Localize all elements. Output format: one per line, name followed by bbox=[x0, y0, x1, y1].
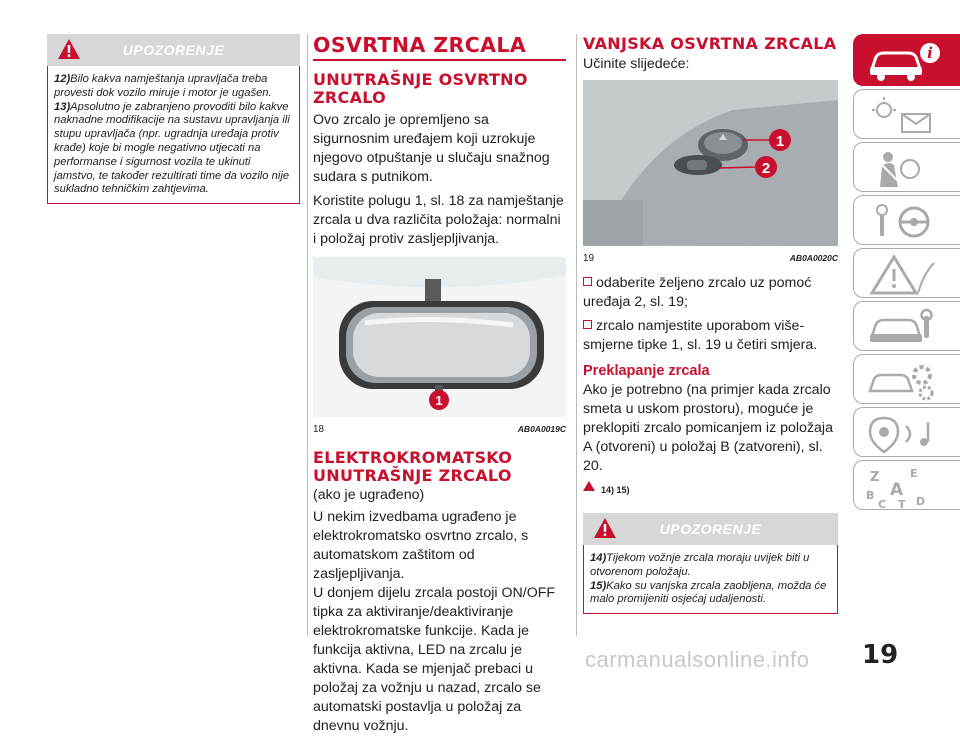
paragraph: Ako je potrebno (na primjer kada zrcalo smeta u uskom prostoru), moguće je preklopiti zrcalo pomicanjem iz položaja A (otvoreni) u položaj B (zatvoreni), sl. 20. bbox=[583, 382, 833, 474]
callout-1: 1 bbox=[775, 133, 785, 150]
section-mirrors bbox=[313, 34, 566, 736]
tab-technical-data[interactable] bbox=[853, 354, 960, 404]
figure-code: AB0A0019C bbox=[517, 424, 566, 434]
section-exterior-mirrors bbox=[583, 34, 838, 614]
figure-19 bbox=[583, 80, 838, 264]
alphabet-index-icon bbox=[864, 465, 944, 509]
tab-multimedia[interactable] bbox=[853, 407, 960, 457]
multimedia-icon bbox=[864, 412, 944, 456]
warning-body bbox=[583, 545, 838, 614]
warning-box-right bbox=[583, 513, 838, 614]
bullet-square-icon bbox=[583, 277, 592, 286]
page-number: 19 bbox=[862, 640, 899, 670]
warning-triangle-icon bbox=[583, 481, 595, 491]
column-divider bbox=[307, 34, 308, 636]
tab-car-info[interactable] bbox=[853, 34, 960, 86]
warning-road-icon bbox=[864, 253, 944, 297]
svg-text:i: i bbox=[927, 44, 933, 62]
warning-title: UPOZORENJE bbox=[659, 521, 762, 537]
subsection-title-interior: UNUTRAŠNJE OSVRTNO ZRCALO bbox=[313, 70, 528, 107]
tab-dashboard-lights[interactable] bbox=[853, 89, 960, 139]
paragraph: Učinite slijedeće: bbox=[583, 56, 690, 72]
paragraph: U nekim izvedbama ugrađeno je elektrokromatsko osvrtno zrcalo, s automatskom zaštitom od zasljepljivanja. bbox=[313, 509, 529, 582]
svg-text:Z: Z bbox=[870, 470, 880, 485]
svg-text:E: E bbox=[910, 467, 918, 480]
callout-1: 1 bbox=[435, 393, 443, 408]
subsection-title-folding: Preklapanje zrcala bbox=[583, 363, 710, 379]
subsection-title-electrochromic: ELEKTROKROMATSKO UNUTRAŠNJE ZRCALO bbox=[313, 448, 513, 485]
warning-note: 14)Tijekom vožnje zrcala moraju uvijek biti u otvorenom položaju. bbox=[590, 552, 810, 578]
paragraph: (ako je ugrađeno) bbox=[313, 487, 425, 503]
watermark: carmanualsonline.info bbox=[585, 647, 810, 672]
tab-starting-driving[interactable] bbox=[853, 195, 960, 245]
figure-code: AB0A0020C bbox=[789, 253, 838, 263]
figure-number: 19 bbox=[583, 253, 595, 264]
subsection-title-exterior: VANJSKA OSVRTNA ZRCALA bbox=[583, 34, 837, 53]
warning-title: UPOZORENJE bbox=[122, 42, 225, 58]
svg-text:C: C bbox=[878, 498, 887, 511]
warning-header bbox=[583, 513, 838, 545]
figure-caption bbox=[583, 253, 838, 264]
bullet-square-icon bbox=[583, 320, 592, 329]
tab-emergency[interactable] bbox=[853, 248, 960, 298]
figure-caption bbox=[313, 424, 566, 435]
dashboard-lights-icon bbox=[864, 94, 944, 138]
figure-18 bbox=[313, 257, 566, 435]
title-rule bbox=[313, 59, 566, 61]
chapter-index-sidebar bbox=[853, 34, 960, 513]
tab-maintenance[interactable] bbox=[853, 301, 960, 351]
svg-text:T: T bbox=[898, 498, 906, 511]
car-wrench-icon bbox=[864, 306, 944, 350]
svg-text:D: D bbox=[916, 495, 926, 508]
warning-header bbox=[47, 34, 300, 66]
paragraph: Ovo zrcalo je opremljeno sa sigurnosnim uređajem koji uzrokuje njegovo otpuštanje u slučaju snažnog sudara s putnikom. bbox=[313, 112, 550, 185]
warning-note: 15)Kako su vanjska zrcala zaobljena, možda će malo promijeniti osjećaj udaljenosti. bbox=[590, 579, 827, 606]
paragraph: Koristite polugu 1, sl. 18 za namještanje zrcala u dva različita položaja: normalni i položaj protiv zasljepljivanja. bbox=[313, 193, 564, 247]
figure-number: 18 bbox=[313, 424, 325, 435]
seatbelt-airbag-icon bbox=[864, 147, 944, 191]
warning-body bbox=[47, 66, 300, 204]
mirror-control-illustration bbox=[583, 80, 838, 246]
svg-text:B: B bbox=[866, 489, 875, 502]
warning-box-left bbox=[47, 34, 300, 204]
warning-note: 13)Apsolutno je zabranjeno provoditi bilo kakve naknadne modifikacije na sustavu upravljanja ili stupu upravljača (npr. ugradnja uređaja protiv krađe) koje bi mogle negativno utjecati na performanse i sigurnost vozila te ukinuti jamstvo, te također rezultirati time da vozilo nije sukladno tehničkim zahtjevima. bbox=[54, 100, 290, 196]
warning-note: 12)Bilo kakva namještanja upravljača treba provesti dok vozilo miruje i motor je ugašen. bbox=[54, 73, 272, 99]
svg-text:A: A bbox=[890, 480, 904, 500]
section-title: OSVRTNA ZRCALA bbox=[313, 33, 527, 57]
tab-alphabetical-index[interactable] bbox=[853, 460, 960, 510]
tab-safety[interactable] bbox=[853, 142, 960, 192]
car-info-icon bbox=[864, 39, 944, 83]
warning-references bbox=[583, 479, 838, 501]
key-steering-icon bbox=[864, 200, 944, 244]
car-gears-icon bbox=[864, 359, 944, 403]
bullet-item: odaberite željeno zrcalo uz pomoć uređaja 2, sl. 19; bbox=[583, 275, 812, 310]
column-divider bbox=[576, 34, 577, 636]
rearview-mirror-illustration bbox=[313, 257, 566, 417]
reference-numbers: 14) 15) bbox=[601, 485, 630, 495]
bullet-item: zrcalo namjestite uporabom više-smjerne tipke 1, sl. 19 u četiri smjera. bbox=[583, 318, 818, 353]
callout-2: 2 bbox=[761, 160, 771, 177]
paragraph: U donjem dijelu zrcala postoji ON/OFF tipka za aktiviranje/deaktiviranje elektrokromatske funkcije. Kada je funkcija aktivna, LED na zrcalu je aktivna. Kada se mjenjač prebaci u položaj za vožnju u nazad, zrcalo se automatski postavlja u položaj za dnevnu vožnju. bbox=[313, 585, 556, 734]
